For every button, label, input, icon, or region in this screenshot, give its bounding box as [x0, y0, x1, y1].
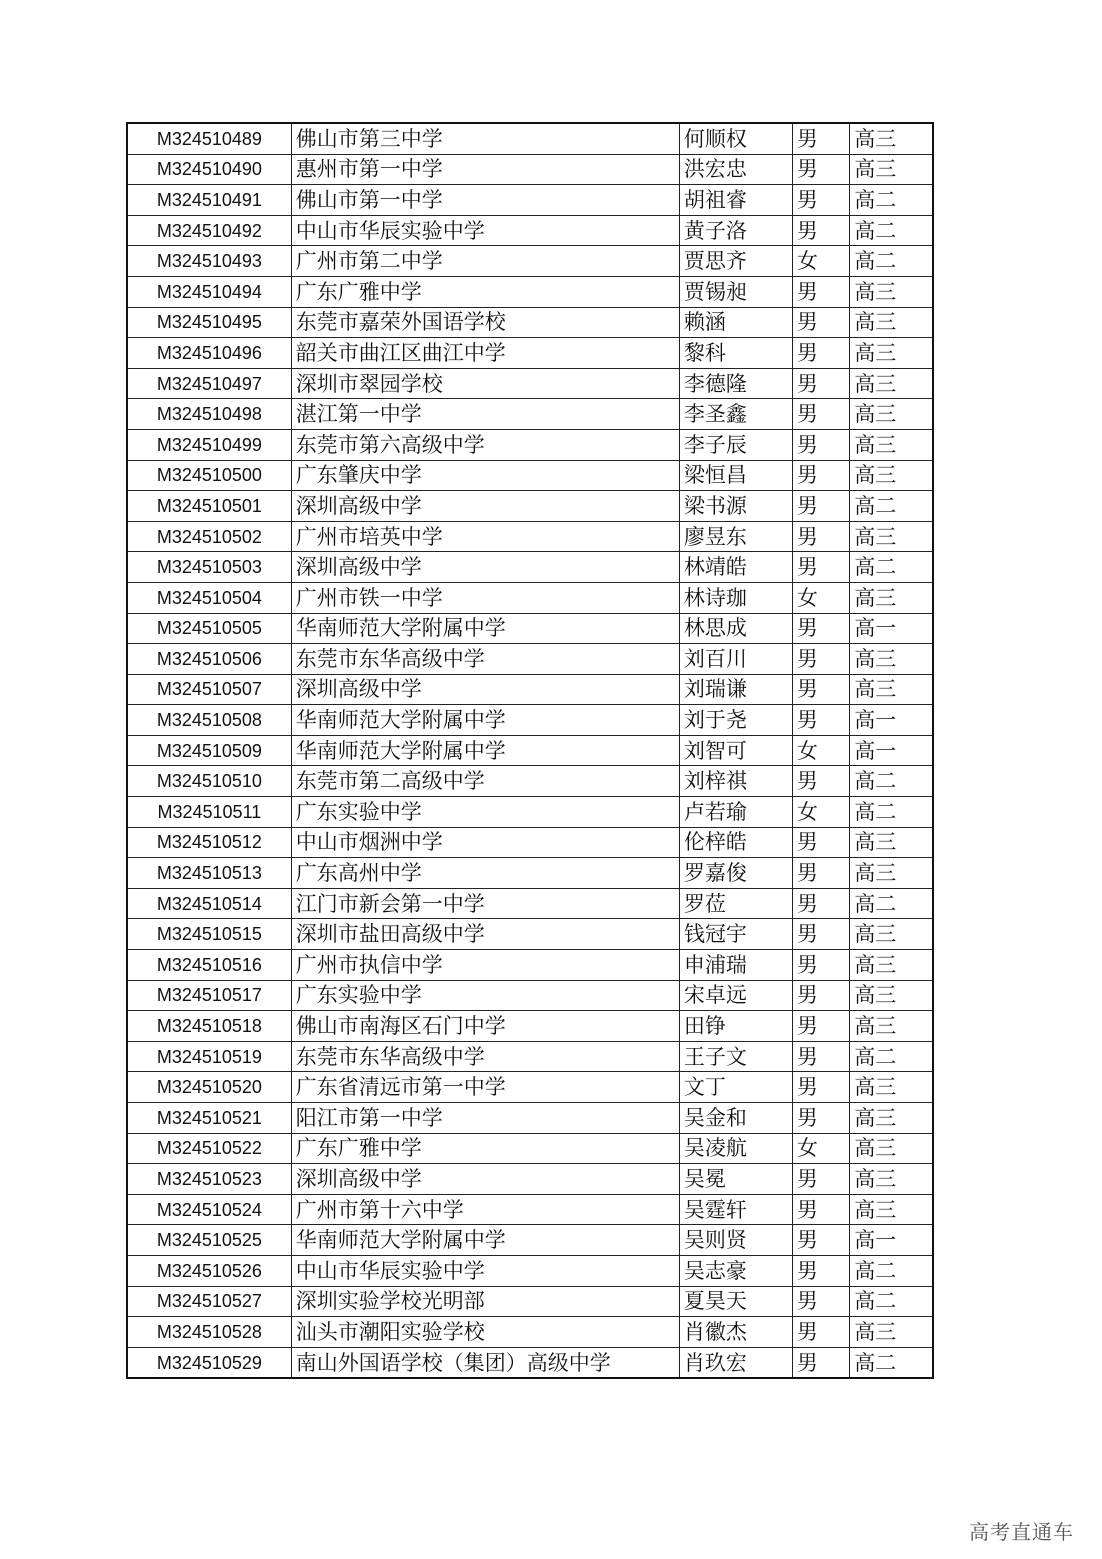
school-cell: 湛江第一中学	[291, 399, 679, 430]
student-name-cell: 胡祖睿	[679, 185, 792, 216]
grade-cell: 高二	[850, 185, 933, 216]
student-name-cell: 刘百川	[679, 644, 792, 675]
registration-id-cell: M324510505	[127, 613, 291, 644]
registration-id-cell: M324510526	[127, 1255, 291, 1286]
gender-cell: 男	[792, 1164, 849, 1195]
grade-cell: 高三	[850, 1164, 933, 1195]
student-name-cell: 申浦瑞	[679, 950, 792, 981]
registration-id-cell: M324510518	[127, 1011, 291, 1042]
school-cell: 华南师范大学附属中学	[291, 735, 679, 766]
grade-cell: 高二	[850, 1041, 933, 1072]
gender-cell: 女	[792, 797, 849, 828]
school-cell: 广东广雅中学	[291, 276, 679, 307]
gender-cell: 男	[792, 919, 849, 950]
table-row	[127, 399, 933, 430]
table-row	[127, 1317, 933, 1348]
gender-cell: 男	[792, 950, 849, 981]
student-name-cell: 罗莅	[679, 888, 792, 919]
gender-cell: 男	[792, 858, 849, 889]
school-cell: 佛山市第一中学	[291, 185, 679, 216]
registration-id-cell: M324510499	[127, 429, 291, 460]
grade-cell: 高二	[850, 246, 933, 277]
school-cell: 东莞市第六高级中学	[291, 429, 679, 460]
registration-id-cell: M324510508	[127, 705, 291, 736]
table-row	[127, 185, 933, 216]
table-row	[127, 154, 933, 185]
table-row	[127, 1194, 933, 1225]
student-name-cell: 何顺权	[679, 123, 792, 154]
school-cell: 广东高州中学	[291, 858, 679, 889]
school-cell: 深圳市翠园学校	[291, 368, 679, 399]
school-cell: 中山市华辰实验中学	[291, 1255, 679, 1286]
registration-id-cell: M324510525	[127, 1225, 291, 1256]
registration-id-cell: M324510512	[127, 827, 291, 858]
school-cell: 广州市铁一中学	[291, 582, 679, 613]
school-cell: 广州市第二中学	[291, 246, 679, 277]
registration-id-cell: M324510517	[127, 980, 291, 1011]
registration-id-cell: M324510528	[127, 1317, 291, 1348]
gender-cell: 男	[792, 1041, 849, 1072]
school-cell: 东莞市东华高级中学	[291, 1041, 679, 1072]
table-row	[127, 827, 933, 858]
registration-id-cell: M324510502	[127, 521, 291, 552]
school-cell: 广州市培英中学	[291, 521, 679, 552]
student-name-cell: 黎科	[679, 338, 792, 369]
gender-cell: 男	[792, 338, 849, 369]
school-cell: 佛山市第三中学	[291, 123, 679, 154]
school-cell: 广州市第十六中学	[291, 1194, 679, 1225]
school-cell: 韶关市曲江区曲江中学	[291, 338, 679, 369]
registration-id-cell: M324510506	[127, 644, 291, 675]
registration-id-cell: M324510491	[127, 185, 291, 216]
registration-id-cell: M324510497	[127, 368, 291, 399]
table-row	[127, 797, 933, 828]
registration-id-cell: M324510524	[127, 1194, 291, 1225]
table-row	[127, 429, 933, 460]
grade-cell: 高二	[850, 552, 933, 583]
gender-cell: 男	[792, 215, 849, 246]
registration-id-cell: M324510529	[127, 1347, 291, 1378]
table-row	[127, 980, 933, 1011]
school-cell: 东莞市嘉荣外国语学校	[291, 307, 679, 338]
gender-cell: 男	[792, 399, 849, 430]
school-cell: 华南师范大学附属中学	[291, 613, 679, 644]
registration-id-cell: M324510500	[127, 460, 291, 491]
student-name-cell: 贾锡昶	[679, 276, 792, 307]
table-row	[127, 276, 933, 307]
gender-cell: 男	[792, 521, 849, 552]
table-row	[127, 674, 933, 705]
school-cell: 东莞市东华高级中学	[291, 644, 679, 675]
student-name-cell: 王子文	[679, 1041, 792, 1072]
grade-cell: 高三	[850, 1072, 933, 1103]
registration-id-cell: M324510516	[127, 950, 291, 981]
student-name-cell: 刘瑞谦	[679, 674, 792, 705]
school-cell: 华南师范大学附属中学	[291, 1225, 679, 1256]
school-cell: 广东广雅中学	[291, 1133, 679, 1164]
grade-cell: 高三	[850, 154, 933, 185]
gender-cell: 男	[792, 1225, 849, 1256]
registration-id-cell: M324510519	[127, 1041, 291, 1072]
table-row	[127, 1011, 933, 1042]
grade-cell: 高二	[850, 491, 933, 522]
registration-id-cell: M324510513	[127, 858, 291, 889]
student-name-cell: 李圣鑫	[679, 399, 792, 430]
table-row	[127, 1103, 933, 1134]
student-name-cell: 赖涵	[679, 307, 792, 338]
registration-id-cell: M324510522	[127, 1133, 291, 1164]
student-name-cell: 文丁	[679, 1072, 792, 1103]
student-name-cell: 李子辰	[679, 429, 792, 460]
gender-cell: 男	[792, 674, 849, 705]
grade-cell: 高三	[850, 338, 933, 369]
grade-cell: 高三	[850, 123, 933, 154]
table-row	[127, 858, 933, 889]
table-row	[127, 123, 933, 154]
grade-cell: 高三	[850, 1103, 933, 1134]
student-name-cell: 吴则贤	[679, 1225, 792, 1256]
student-name-cell: 吴霆轩	[679, 1194, 792, 1225]
grade-cell: 高二	[850, 766, 933, 797]
watermark-text: 高考直通车	[969, 1520, 1074, 1544]
table-row	[127, 644, 933, 675]
gender-cell: 男	[792, 1103, 849, 1134]
gender-cell: 男	[792, 368, 849, 399]
table-row	[127, 1225, 933, 1256]
school-cell: 华南师范大学附属中学	[291, 705, 679, 736]
grade-cell: 高一	[850, 735, 933, 766]
table-row	[127, 735, 933, 766]
gender-cell: 男	[792, 429, 849, 460]
table-row	[127, 888, 933, 919]
table-row	[127, 368, 933, 399]
table-row	[127, 215, 933, 246]
grade-cell: 高三	[850, 1011, 933, 1042]
gender-cell: 女	[792, 1133, 849, 1164]
gender-cell: 男	[792, 185, 849, 216]
gender-cell: 男	[792, 1194, 849, 1225]
grade-cell: 高二	[850, 215, 933, 246]
grade-cell: 高三	[850, 521, 933, 552]
gender-cell: 男	[792, 154, 849, 185]
student-name-cell: 罗嘉俊	[679, 858, 792, 889]
student-name-cell: 夏昊天	[679, 1286, 792, 1317]
student-name-cell: 吴金和	[679, 1103, 792, 1134]
school-cell: 惠州市第一中学	[291, 154, 679, 185]
school-cell: 佛山市南海区石门中学	[291, 1011, 679, 1042]
student-name-cell: 吴志豪	[679, 1255, 792, 1286]
table-row	[127, 1255, 933, 1286]
table-row	[127, 766, 933, 797]
school-cell: 南山外国语学校（集团）高级中学	[291, 1347, 679, 1378]
gender-cell: 男	[792, 552, 849, 583]
gender-cell: 女	[792, 582, 849, 613]
table-row	[127, 582, 933, 613]
student-name-cell: 林靖皓	[679, 552, 792, 583]
student-name-cell: 刘梓祺	[679, 766, 792, 797]
gender-cell: 男	[792, 888, 849, 919]
registration-id-cell: M324510498	[127, 399, 291, 430]
grade-cell: 高三	[850, 980, 933, 1011]
registration-id-cell: M324510527	[127, 1286, 291, 1317]
registration-id-cell: M324510493	[127, 246, 291, 277]
table-row	[127, 1347, 933, 1378]
table-row	[127, 1041, 933, 1072]
gender-cell: 男	[792, 766, 849, 797]
registration-id-cell: M324510494	[127, 276, 291, 307]
school-cell: 江门市新会第一中学	[291, 888, 679, 919]
registration-id-cell: M324510501	[127, 491, 291, 522]
grade-cell: 高三	[850, 460, 933, 491]
grade-cell: 高三	[850, 674, 933, 705]
table-row	[127, 919, 933, 950]
table-row	[127, 613, 933, 644]
student-name-cell: 卢若瑜	[679, 797, 792, 828]
gender-cell: 男	[792, 1286, 849, 1317]
registration-id-cell: M324510490	[127, 154, 291, 185]
school-cell: 中山市烟洲中学	[291, 827, 679, 858]
gender-cell: 女	[792, 246, 849, 277]
table-row	[127, 1072, 933, 1103]
student-name-cell: 林思成	[679, 613, 792, 644]
grade-cell: 高三	[850, 399, 933, 430]
table-row	[127, 1286, 933, 1317]
gender-cell: 男	[792, 460, 849, 491]
registration-id-cell: M324510496	[127, 338, 291, 369]
student-name-cell: 肖徽杰	[679, 1317, 792, 1348]
table-row	[127, 491, 933, 522]
table-row	[127, 950, 933, 981]
table-row	[127, 246, 933, 277]
school-cell: 广东省清远市第一中学	[291, 1072, 679, 1103]
grade-cell: 高三	[850, 582, 933, 613]
student-name-cell: 黄子洛	[679, 215, 792, 246]
registration-id-cell: M324510521	[127, 1103, 291, 1134]
school-cell: 汕头市潮阳实验学校	[291, 1317, 679, 1348]
student-name-cell: 伦梓皓	[679, 827, 792, 858]
gender-cell: 男	[792, 1011, 849, 1042]
grade-cell: 高二	[850, 797, 933, 828]
school-cell: 深圳高级中学	[291, 674, 679, 705]
registration-id-cell: M324510514	[127, 888, 291, 919]
gender-cell: 男	[792, 705, 849, 736]
registration-id-cell: M324510507	[127, 674, 291, 705]
grade-cell: 高二	[850, 888, 933, 919]
school-cell: 深圳实验学校光明部	[291, 1286, 679, 1317]
school-cell: 广州市执信中学	[291, 950, 679, 981]
gender-cell: 男	[792, 1255, 849, 1286]
grade-cell: 高三	[850, 644, 933, 675]
school-cell: 中山市华辰实验中学	[291, 215, 679, 246]
student-name-cell: 钱冠宇	[679, 919, 792, 950]
school-cell: 广东肇庆中学	[291, 460, 679, 491]
student-name-cell: 廖昱东	[679, 521, 792, 552]
school-cell: 阳江市第一中学	[291, 1103, 679, 1134]
gender-cell: 男	[792, 1317, 849, 1348]
registration-id-cell: M324510520	[127, 1072, 291, 1103]
gender-cell: 男	[792, 276, 849, 307]
student-list-table	[126, 122, 934, 1379]
grade-cell: 高二	[850, 1347, 933, 1378]
gender-cell: 男	[792, 644, 849, 675]
grade-cell: 高三	[850, 307, 933, 338]
gender-cell: 男	[792, 491, 849, 522]
registration-id-cell: M324510511	[127, 797, 291, 828]
school-cell: 深圳市盐田高级中学	[291, 919, 679, 950]
student-name-cell: 贾思齐	[679, 246, 792, 277]
grade-cell: 高三	[850, 827, 933, 858]
registration-id-cell: M324510523	[127, 1164, 291, 1195]
grade-cell: 高三	[850, 1194, 933, 1225]
table-body	[127, 123, 933, 1378]
table-row	[127, 460, 933, 491]
gender-cell: 男	[792, 1347, 849, 1378]
grade-cell: 高三	[850, 858, 933, 889]
grade-cell: 高三	[850, 276, 933, 307]
student-name-cell: 梁恒昌	[679, 460, 792, 491]
grade-cell: 高一	[850, 705, 933, 736]
table-row	[127, 521, 933, 552]
table-row	[127, 307, 933, 338]
grade-cell: 高二	[850, 1255, 933, 1286]
student-name-cell: 吴冕	[679, 1164, 792, 1195]
registration-id-cell: M324510509	[127, 735, 291, 766]
school-cell: 东莞市第二高级中学	[291, 766, 679, 797]
gender-cell: 男	[792, 613, 849, 644]
school-cell: 深圳高级中学	[291, 1164, 679, 1195]
school-cell: 深圳高级中学	[291, 552, 679, 583]
school-cell: 广东实验中学	[291, 980, 679, 1011]
student-name-cell: 刘智可	[679, 735, 792, 766]
gender-cell: 男	[792, 307, 849, 338]
table-row	[127, 338, 933, 369]
student-name-cell: 吴凌航	[679, 1133, 792, 1164]
table-row	[127, 1133, 933, 1164]
grade-cell: 高三	[850, 429, 933, 460]
grade-cell: 高二	[850, 1286, 933, 1317]
student-name-cell: 刘于尧	[679, 705, 792, 736]
registration-id-cell: M324510489	[127, 123, 291, 154]
grade-cell: 高一	[850, 613, 933, 644]
school-cell: 深圳高级中学	[291, 491, 679, 522]
registration-id-cell: M324510515	[127, 919, 291, 950]
gender-cell: 男	[792, 827, 849, 858]
gender-cell: 女	[792, 735, 849, 766]
registration-id-cell: M324510504	[127, 582, 291, 613]
student-name-cell: 林诗珈	[679, 582, 792, 613]
grade-cell: 高三	[850, 919, 933, 950]
gender-cell: 男	[792, 980, 849, 1011]
student-name-cell: 洪宏忠	[679, 154, 792, 185]
student-name-cell: 梁书源	[679, 491, 792, 522]
grade-cell: 高三	[850, 950, 933, 981]
school-cell: 广东实验中学	[291, 797, 679, 828]
grade-cell: 高三	[850, 1133, 933, 1164]
grade-cell: 高三	[850, 1317, 933, 1348]
registration-id-cell: M324510495	[127, 307, 291, 338]
table-row	[127, 552, 933, 583]
table-row	[127, 1164, 933, 1195]
student-name-cell: 田铮	[679, 1011, 792, 1042]
student-name-cell: 李德隆	[679, 368, 792, 399]
table-row	[127, 705, 933, 736]
gender-cell: 男	[792, 123, 849, 154]
grade-cell: 高三	[850, 368, 933, 399]
registration-id-cell: M324510503	[127, 552, 291, 583]
registration-id-cell: M324510492	[127, 215, 291, 246]
gender-cell: 男	[792, 1072, 849, 1103]
grade-cell: 高一	[850, 1225, 933, 1256]
student-name-cell: 肖玖宏	[679, 1347, 792, 1378]
student-name-cell: 宋卓远	[679, 980, 792, 1011]
registration-id-cell: M324510510	[127, 766, 291, 797]
